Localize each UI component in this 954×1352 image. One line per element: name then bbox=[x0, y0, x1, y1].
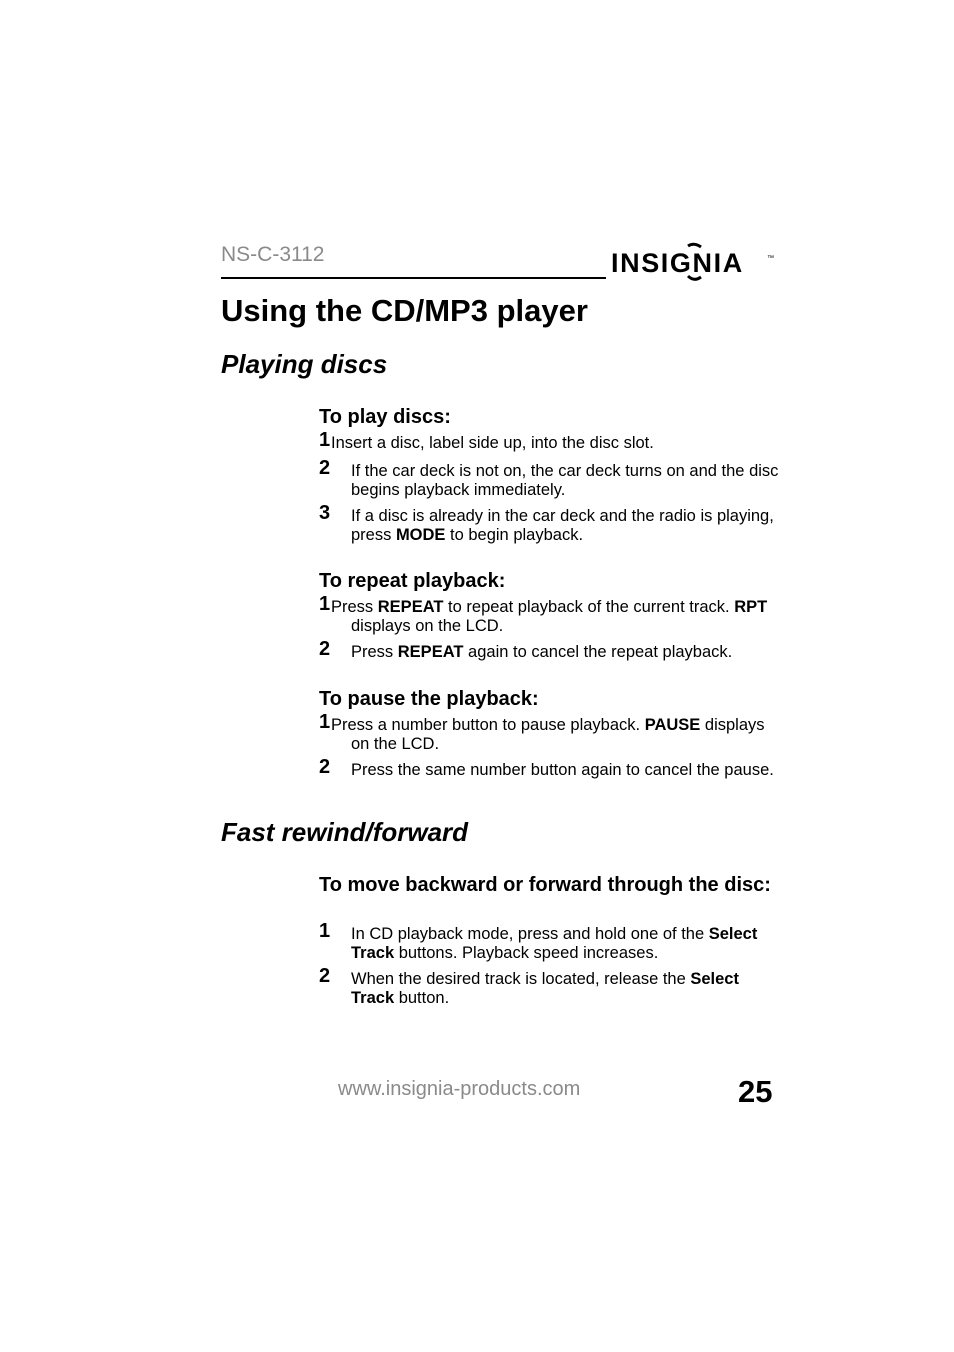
header-rule bbox=[221, 277, 606, 279]
model-number: NS-C-3112 bbox=[221, 243, 325, 266]
step-number: 2 bbox=[319, 965, 331, 987]
procedure-title-repeat-playback: To repeat playback: bbox=[319, 570, 506, 592]
step-text: If a disc is already in the car deck and the radio is playing, press bbox=[351, 507, 774, 544]
step-text: Insert a disc, label side up, into the disc slot. bbox=[331, 434, 654, 452]
section-title-fast-rewind-forward: Fast rewind/forward bbox=[221, 817, 469, 847]
step-play-discs-1 bbox=[319, 429, 779, 453]
step-text: buttons. Playback speed increases. bbox=[394, 943, 659, 962]
step-number: 1 bbox=[319, 429, 331, 451]
step-keyword-select-track: Select Track bbox=[351, 925, 758, 962]
step-move-1 bbox=[319, 920, 779, 962]
footer-url: www.insignia-products.com bbox=[338, 1078, 581, 1100]
step-keyword-pause: PAUSE bbox=[644, 716, 701, 734]
step-keyword-repeat: REPEAT bbox=[397, 643, 464, 661]
step-number: 1 bbox=[319, 711, 331, 733]
step-move-2 bbox=[319, 965, 779, 1007]
step-text: If the car deck is not on, the car deck turns on and the disc begins playback immediately. bbox=[351, 462, 779, 499]
step-play-discs-2 bbox=[319, 457, 779, 499]
page-number: 25 bbox=[738, 1074, 773, 1109]
step-number: 1 bbox=[319, 920, 331, 942]
step-number: 2 bbox=[319, 638, 331, 660]
step-text: displays on the LCD. bbox=[351, 616, 504, 635]
step-pause-1 bbox=[319, 711, 779, 753]
step-keyword-rpt: RPT bbox=[734, 598, 768, 616]
step-text: displays on the LCD. bbox=[351, 716, 765, 753]
step-repeat-1 bbox=[319, 593, 779, 635]
step-text: Press a number button to pause playback. bbox=[331, 716, 645, 734]
step-text: Press bbox=[351, 643, 398, 661]
step-repeat-2 bbox=[319, 638, 779, 662]
procedure-title-pause-playback: To pause the playback: bbox=[319, 688, 539, 710]
step-number: 2 bbox=[319, 756, 331, 778]
step-text: to repeat playback of the current track. bbox=[443, 598, 735, 616]
step-text: button. bbox=[394, 988, 450, 1007]
step-keyword-select-track: Select Track bbox=[351, 970, 739, 1007]
logo-mark-top-icon bbox=[688, 244, 701, 247]
step-text: When the desired track is located, release the bbox=[351, 970, 691, 988]
step-text: In CD playback mode, press and hold one of the bbox=[351, 925, 709, 943]
step-play-discs-3 bbox=[319, 502, 779, 544]
step-text: again to cancel the repeat playback. bbox=[463, 643, 733, 661]
insignia-logo bbox=[610, 238, 776, 284]
step-pause-2 bbox=[319, 756, 779, 780]
step-number: 1 bbox=[319, 593, 331, 615]
step-text: Press the same number button again to cancel the pause. bbox=[351, 761, 774, 779]
procedure-title-play-discs: To play discs: bbox=[319, 406, 451, 428]
step-keyword-mode: MODE bbox=[395, 525, 446, 544]
step-text: Press bbox=[331, 598, 378, 616]
logo-trademark: ™ bbox=[767, 255, 774, 262]
logo-text: INSIGNIA bbox=[611, 248, 744, 278]
page-title: Using the CD/MP3 player bbox=[221, 293, 588, 328]
step-number: 3 bbox=[319, 502, 331, 524]
section-title-playing-discs: Playing discs bbox=[221, 349, 388, 379]
step-text: to begin playback. bbox=[445, 525, 584, 544]
step-keyword-repeat: REPEAT bbox=[377, 598, 444, 616]
procedure-title-move-through-disc: To move backward or forward through the disc: bbox=[319, 874, 771, 896]
step-number: 2 bbox=[319, 457, 331, 479]
